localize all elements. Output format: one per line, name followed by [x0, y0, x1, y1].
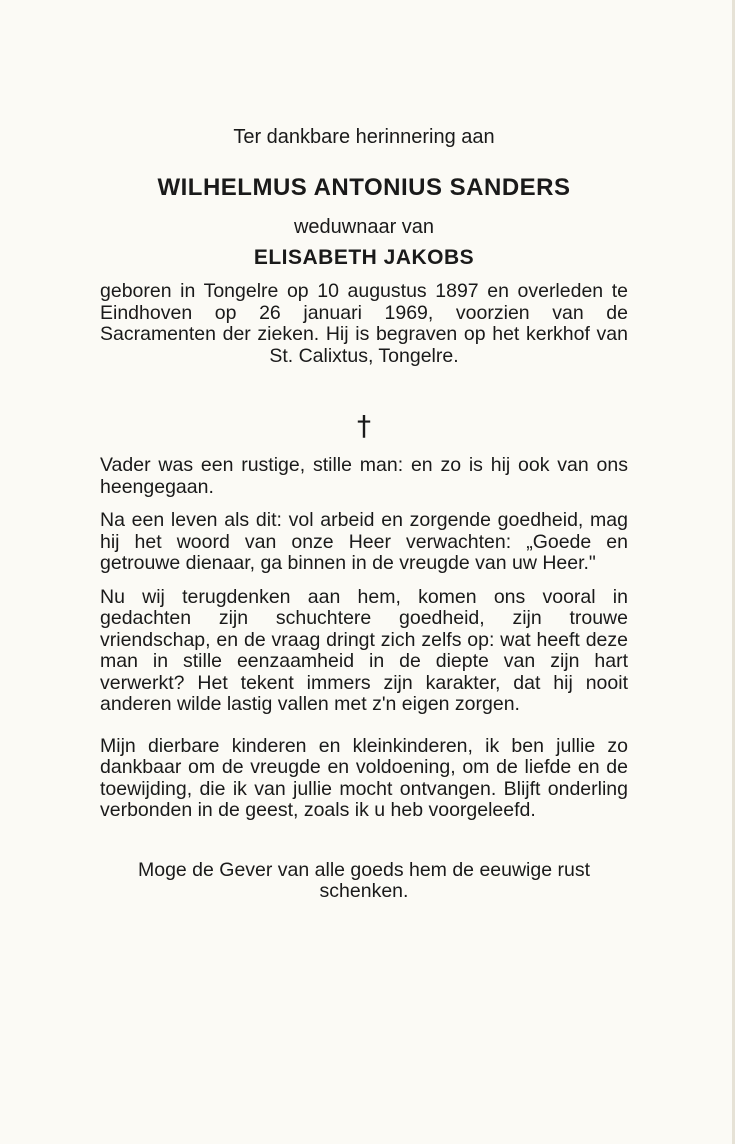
relation-line: weduwnaar van	[293, 216, 435, 238]
card-content	[100, 125, 628, 903]
memorial-paragraph: Na een leven als dit: vol arbeid en zorgende goedheid, mag hij het woord van onze Heer verwachten: „Goede en getrouwe dienaar, ga binnen in de vreugde van uw Heer."	[100, 509, 628, 574]
deceased-name: WILHELMUS ANTONIUS SANDERS	[157, 174, 571, 201]
memorial-paragraph: Vader was een rustige, stille man: en zo is hij ook van ons heengegaan.	[100, 454, 628, 498]
memorial-paragraph: Nu wij terugdenken aan hem, komen ons vooral in gedachten zijn schuchtere goedheid, zijn trouwe vriendschap, en de vraag dringt zich zelfs op: wat heeft deze man in stille eenzaamheid in de diepte van zijn hart verwerkt? Het tekent immers zijn karakter, dat hij nooit anderen wilde lastig vallen met z'n eigen zorgen.	[100, 585, 628, 715]
closing-prayer: Moge de Gever van alle goeds hem de eeuwige rust schenken.	[137, 858, 591, 902]
intro-line: Ter dankbare herinnering aan	[233, 126, 495, 148]
spouse-name: ELISABETH JAKOBS	[253, 246, 475, 269]
cross-icon: †	[357, 409, 371, 442]
memorial-paragraph: Mijn dierbare kinderen en kleinkinderen, ik ben jullie zo dankbaar om de vreugde en voldoening, om de liefde en de toewijding, die ik van jullie mocht ontvangen. Blijft onderling verbonden in de geest, zoals ik u heb voorgeleefd.	[100, 734, 628, 821]
biography-text: geboren in Tongelre op 10 augustus 1897 en overleden te Eindhoven op 26 januari 1969, voorzien van de Sacramenten der zieken. Hij is begraven op het kerkhof van St. Calixtus, Tongelre.	[100, 280, 628, 367]
